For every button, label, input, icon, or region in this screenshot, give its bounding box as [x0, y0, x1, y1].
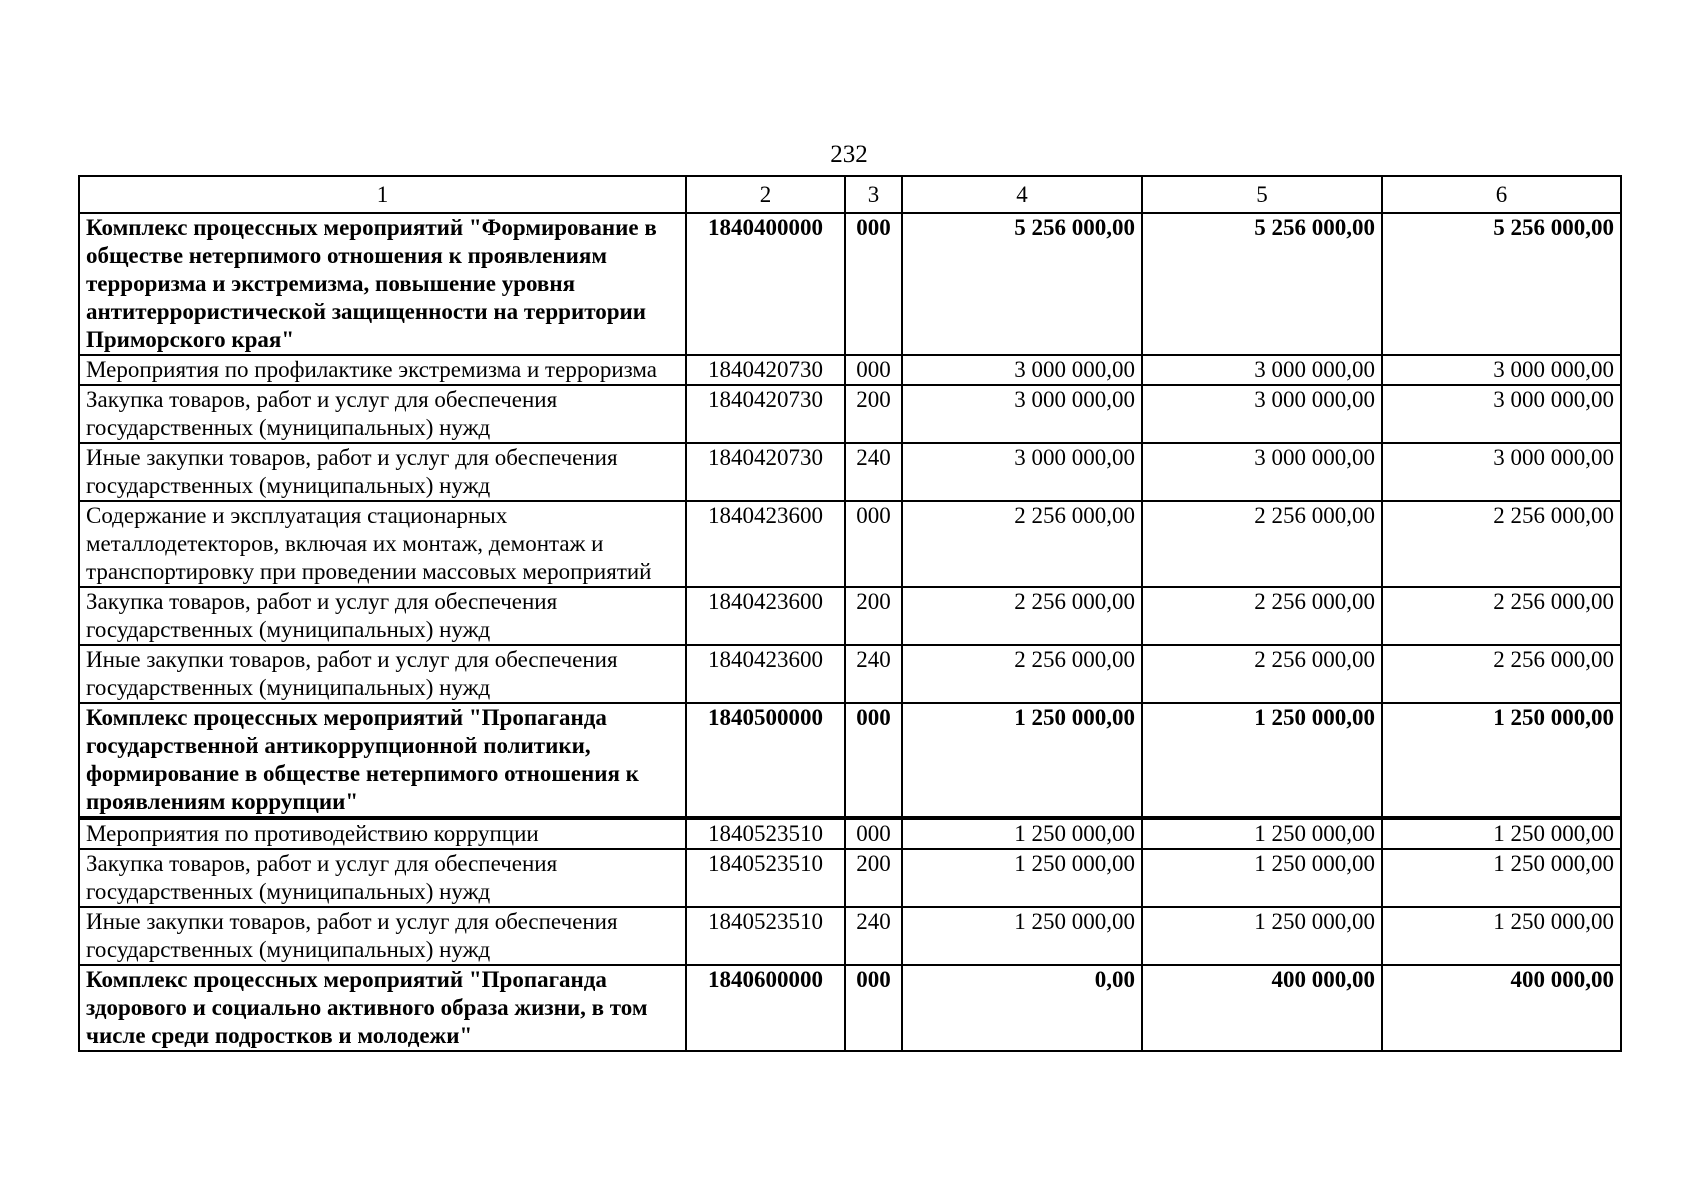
row-amount-col4-cell: 1 250 000,00 — [902, 703, 1142, 818]
row-amount-col4-cell: 3 000 000,00 — [902, 355, 1142, 385]
row-expense-type-cell: 200 — [845, 587, 902, 645]
row-amount-col5-cell: 2 256 000,00 — [1142, 501, 1382, 587]
column-header-4: 4 — [902, 176, 1142, 213]
row-expense-type-cell: 000 — [845, 965, 902, 1051]
row-name-cell: Мероприятия по противодействию коррупции — [79, 818, 686, 849]
row-amount-col4-cell: 5 256 000,00 — [902, 213, 1142, 355]
row-expense-type-cell: 240 — [845, 443, 902, 501]
row-amount-col5-cell: 5 256 000,00 — [1142, 213, 1382, 355]
row-amount-col5-cell: 3 000 000,00 — [1142, 355, 1382, 385]
row-expense-type-cell: 000 — [845, 355, 902, 385]
row-amount-col5-cell: 1 250 000,00 — [1142, 703, 1382, 818]
row-amount-col5-cell: 400 000,00 — [1142, 965, 1382, 1051]
table-row — [79, 703, 1621, 818]
row-amount-col5-cell: 1 250 000,00 — [1142, 849, 1382, 907]
column-header-3: 3 — [845, 176, 902, 213]
row-name-cell: Комплекс процессных мероприятий "Пропаганда государственной антикоррупционной политики, формирование в обществе нетерпимого отношения к проявлениям коррупции" — [79, 703, 686, 818]
row-amount-col4-cell: 0,00 — [902, 965, 1142, 1051]
row-code-cell: 1840420730 — [686, 355, 845, 385]
table-row — [79, 213, 1621, 355]
row-amount-col5-cell: 3 000 000,00 — [1142, 385, 1382, 443]
row-amount-col6-cell: 1 250 000,00 — [1382, 907, 1621, 965]
row-amount-col5-cell: 2 256 000,00 — [1142, 645, 1382, 703]
table-row — [79, 443, 1621, 501]
row-name-cell: Иные закупки товаров, работ и услуг для обеспечения государственных (муниципальных) нужд — [79, 907, 686, 965]
budget-table — [78, 175, 1622, 1052]
row-name-cell: Иные закупки товаров, работ и услуг для обеспечения государственных (муниципальных) нужд — [79, 645, 686, 703]
table-row — [79, 818, 1621, 849]
row-name-cell: Содержание и эксплуатация стационарных металлодетекторов, включая их монтаж, демонтаж и транспортировку при проведении массовых мероприятий — [79, 501, 686, 587]
row-amount-col4-cell: 2 256 000,00 — [902, 501, 1142, 587]
table-row — [79, 355, 1621, 385]
row-expense-type-cell: 240 — [845, 645, 902, 703]
row-amount-col5-cell: 2 256 000,00 — [1142, 587, 1382, 645]
row-name-cell: Иные закупки товаров, работ и услуг для обеспечения государственных (муниципальных) нужд — [79, 443, 686, 501]
row-amount-col6-cell: 3 000 000,00 — [1382, 385, 1621, 443]
row-amount-col4-cell: 3 000 000,00 — [902, 443, 1142, 501]
row-name-cell: Закупка товаров, работ и услуг для обеспечения государственных (муниципальных) нужд — [79, 849, 686, 907]
row-code-cell: 1840423600 — [686, 501, 845, 587]
column-header-6: 6 — [1382, 176, 1621, 213]
row-amount-col6-cell: 2 256 000,00 — [1382, 501, 1621, 587]
row-amount-col6-cell: 3 000 000,00 — [1382, 355, 1621, 385]
row-amount-col6-cell: 1 250 000,00 — [1382, 818, 1621, 849]
row-amount-col6-cell: 5 256 000,00 — [1382, 213, 1621, 355]
row-code-cell: 1840423600 — [686, 587, 845, 645]
row-amount-col6-cell: 2 256 000,00 — [1382, 645, 1621, 703]
row-expense-type-cell: 000 — [845, 213, 902, 355]
row-code-cell: 1840420730 — [686, 385, 845, 443]
row-expense-type-cell: 200 — [845, 385, 902, 443]
row-amount-col6-cell: 3 000 000,00 — [1382, 443, 1621, 501]
row-code-cell: 1840420730 — [686, 443, 845, 501]
row-expense-type-cell: 240 — [845, 907, 902, 965]
row-amount-col6-cell: 400 000,00 — [1382, 965, 1621, 1051]
row-expense-type-cell: 000 — [845, 703, 902, 818]
row-code-cell: 1840423600 — [686, 645, 845, 703]
row-name-cell: Мероприятия по профилактике экстремизма и терроризма — [79, 355, 686, 385]
row-expense-type-cell: 200 — [845, 849, 902, 907]
row-amount-col6-cell: 1 250 000,00 — [1382, 703, 1621, 818]
row-amount-col4-cell: 1 250 000,00 — [902, 849, 1142, 907]
row-amount-col5-cell: 3 000 000,00 — [1142, 443, 1382, 501]
row-name-cell: Закупка товаров, работ и услуг для обеспечения государственных (муниципальных) нужд — [79, 385, 686, 443]
row-amount-col4-cell: 3 000 000,00 — [902, 385, 1142, 443]
table-row — [79, 645, 1621, 703]
table-row — [79, 907, 1621, 965]
row-amount-col5-cell: 1 250 000,00 — [1142, 818, 1382, 849]
row-expense-type-cell: 000 — [845, 501, 902, 587]
row-amount-col4-cell: 1 250 000,00 — [902, 818, 1142, 849]
table-row — [79, 385, 1621, 443]
column-header-5: 5 — [1142, 176, 1382, 213]
table-row — [79, 849, 1621, 907]
column-header-2: 2 — [686, 176, 845, 213]
row-code-cell: 1840523510 — [686, 849, 845, 907]
page-number: 232 — [830, 141, 868, 168]
table-row — [79, 501, 1621, 587]
row-code-cell: 1840500000 — [686, 703, 845, 818]
row-code-cell: 1840600000 — [686, 965, 845, 1051]
row-amount-col4-cell: 2 256 000,00 — [902, 587, 1142, 645]
column-header-1: 1 — [79, 176, 686, 213]
row-name-cell: Комплекс процессных мероприятий "Пропаганда здорового и социально активного образа жизни, в том числе среди подростков и молодежи" — [79, 965, 686, 1051]
row-amount-col5-cell: 1 250 000,00 — [1142, 907, 1382, 965]
row-amount-col4-cell: 1 250 000,00 — [902, 907, 1142, 965]
row-amount-col4-cell: 2 256 000,00 — [902, 645, 1142, 703]
row-code-cell: 1840523510 — [686, 818, 845, 849]
row-name-cell: Комплекс процессных мероприятий "Формирование в обществе нетерпимого отношения к проявлениям терроризма и экстремизма, повышение уровня антитеррористической защищенности на территории Приморского края" — [79, 213, 686, 355]
row-amount-col6-cell: 1 250 000,00 — [1382, 849, 1621, 907]
row-code-cell: 1840400000 — [686, 213, 845, 355]
table-header-row — [79, 176, 1621, 213]
row-name-cell: Закупка товаров, работ и услуг для обеспечения государственных (муниципальных) нужд — [79, 587, 686, 645]
table-body — [79, 213, 1621, 1051]
row-expense-type-cell: 000 — [845, 818, 902, 849]
row-amount-col6-cell: 2 256 000,00 — [1382, 587, 1621, 645]
table-row — [79, 965, 1621, 1051]
row-code-cell: 1840523510 — [686, 907, 845, 965]
table-row — [79, 587, 1621, 645]
